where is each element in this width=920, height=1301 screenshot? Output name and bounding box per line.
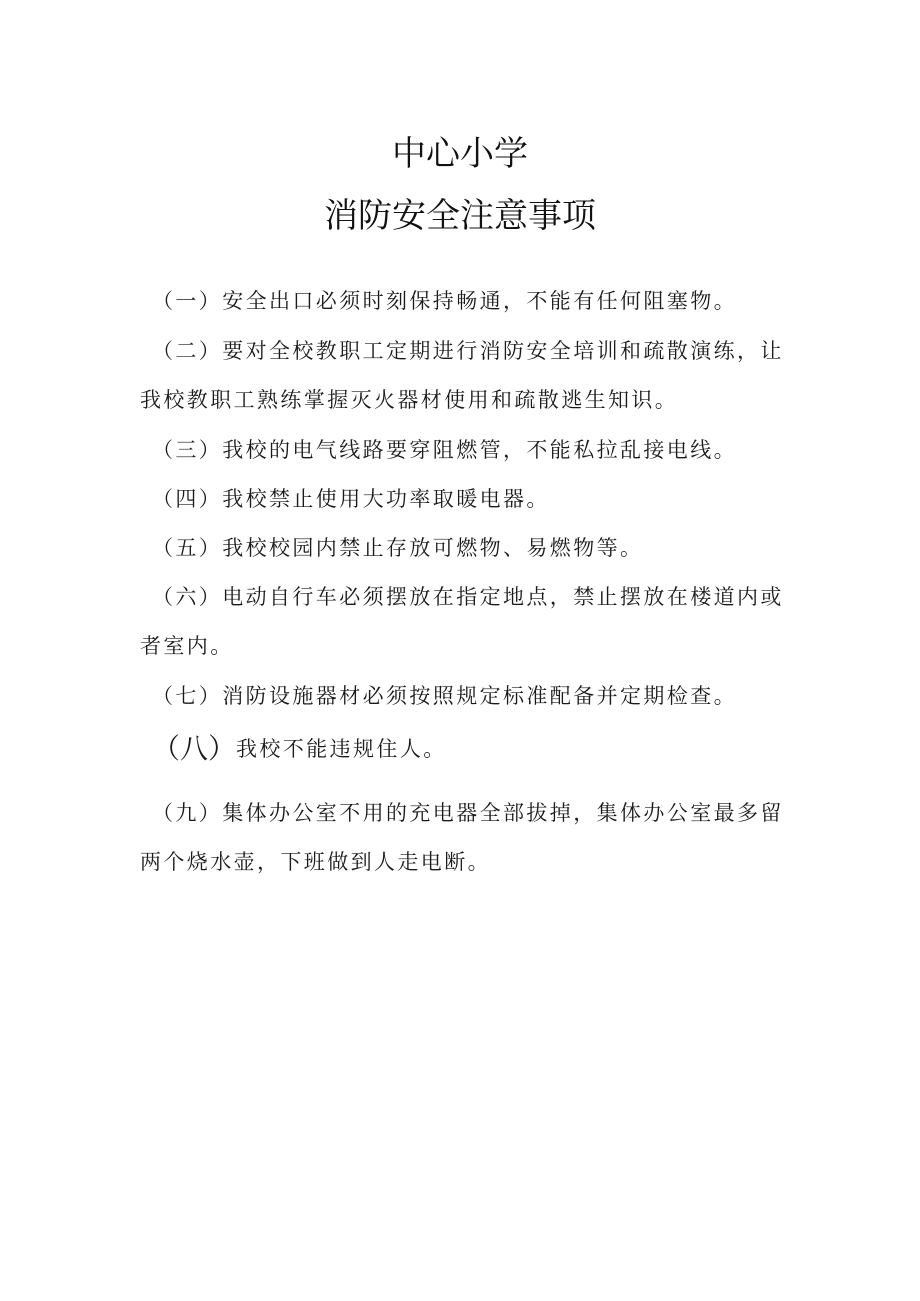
item-9-line2: 两个烧水壶，下班做到人走电断。 [140, 850, 491, 874]
document-title-school: 中心小学 [392, 134, 528, 174]
item-6-line1: （六）电动自行车必须摆放在指定地点，禁止摆放在楼道内或 [152, 585, 784, 609]
item-1: （一）安全出口必须时刻保持畅通，不能有任何阻塞物。 [152, 289, 737, 313]
item-8-text: 我校不能违规住人。 [236, 737, 447, 761]
item-5: （五）我校校园内禁止存放可燃物、易燃物等。 [152, 536, 644, 560]
item-2-line2: 我校教职工熟练掌握灭火器材使用和疏散逃生知识。 [140, 388, 679, 412]
item-4: （四）我校禁止使用大功率取暖电器。 [152, 487, 550, 511]
item-9-line1: （九）集体办公室不用的充电器全部拔掉，集体办公室最多留 [152, 801, 784, 825]
item-8-number: （八） [152, 732, 237, 765]
item-8 [152, 734, 792, 764]
item-3: （三）我校的电气线路要穿阻燃管，不能私拉乱接电线。 [152, 438, 737, 462]
item-7: （七）消防设施器材必须按照规定标准配备并定期检查。 [152, 684, 737, 708]
document-title-main: 消防安全注意事项 [324, 196, 596, 236]
item-2-line1: （二）要对全校教职工定期进行消防安全培训和疏散演练，让 [152, 339, 784, 363]
item-6-line2: 者室内。 [140, 634, 234, 658]
